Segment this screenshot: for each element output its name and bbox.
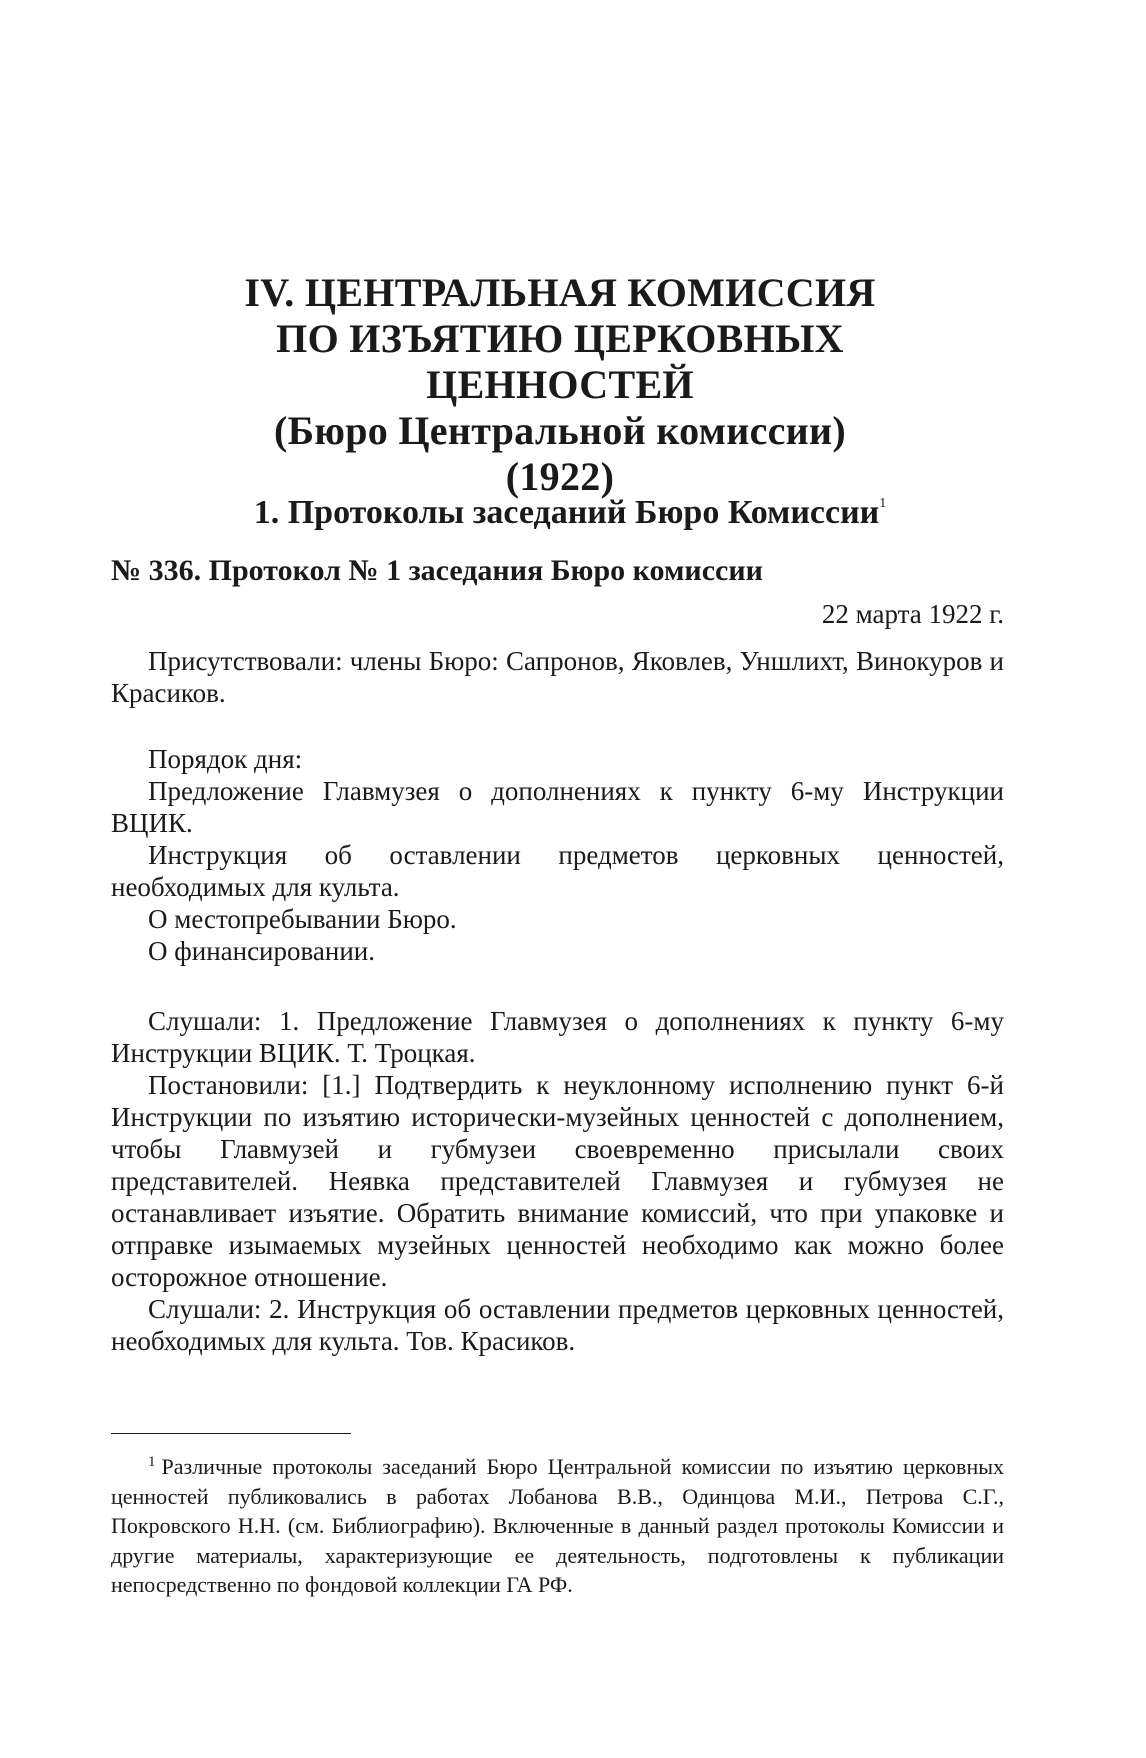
document-title: № 336. Протокол № 1 заседания Бюро комиссии xyxy=(111,554,763,587)
section-heading xyxy=(150,484,990,533)
proceedings-paragraph: Постановили: [1.] Подтвердить к неуклонному исполнению пункт 6-й Инструкции по изъятию исторически-музейных ценностей с дополнением, чтобы Главмузей и губмузеи своевременно присылали своих представителей. Неявка представителей Главмузея и губмузея не останавливает изъятие. Обратить внимание комиссий, что при упаковке и отправке изымаемых музейных ценностей необходимо как можно более осторожное отношение. xyxy=(111,1070,1004,1292)
agenda-item: Предложение Главмузея о дополнениях к пункту 6-му Инструкции ВЦИК. xyxy=(111,776,1004,838)
chapter-year: (1922) xyxy=(505,454,615,499)
chapter-title xyxy=(160,270,960,500)
chapter-title-line-1: IV. ЦЕНТРАЛЬНАЯ КОМИССИЯ xyxy=(244,270,876,315)
proceedings-paragraph: Слушали: 2. Инструкция об оставлении предметов церковных ценностей, необходимых для культа. Тов. Красиков. xyxy=(111,1294,1004,1356)
footnote-divider xyxy=(111,1433,351,1434)
footnote xyxy=(111,1448,1004,1600)
attendance-paragraph: Присутствовали: члены Бюро: Сапронов, Яковлев, Уншлихт, Винокуров и Красиков. xyxy=(111,646,1004,708)
footnote-mark: 1 xyxy=(148,1454,156,1470)
chapter-subtitle: (Бюро Центральной комиссии) xyxy=(274,408,846,453)
agenda-item: Инструкция об оставлении предметов церковных ценностей, необходимых для культа. xyxy=(111,840,1004,902)
section-heading-text: 1. Протоколы заседаний Бюро Комиссии xyxy=(253,494,880,531)
document-date: 22 марта 1922 г. xyxy=(821,599,1004,629)
agenda-item: О местопребывании Бюро. xyxy=(148,904,457,934)
proceedings-paragraph: Слушали: 1. Предложение Главмузея о дополнениях к пункту 6-му Инструкции ВЦИК. Т. Троцкая. xyxy=(111,1006,1004,1068)
agenda-item: О финансировании. xyxy=(148,936,375,966)
footnote-reference[interactable]: 1 xyxy=(879,496,887,511)
footnote-text: Различные протоколы заседаний Бюро Центральной комиссии по изъятию церковных ценностей публиковались в работах Лобанова В.В., Одинцова М.И., Петрова С.Г., Покровского Н.Н. (см. Библиографию). Включенные в данный раздел протоколы Комиссии и другие материалы, характеризующие ее деятельность, подготовлены к публикации непосредственно по фондовой коллекции ГА РФ. xyxy=(111,1454,1004,1597)
proceedings-block xyxy=(111,1005,1004,1357)
agenda-heading: Порядок дня: xyxy=(148,744,303,774)
attendance-block xyxy=(111,645,1004,709)
agenda-block xyxy=(111,743,1004,967)
chapter-title-line-2: ПО ИЗЪЯТИЮ ЦЕРКОВНЫХ ЦЕННОСТЕЙ xyxy=(276,316,844,407)
